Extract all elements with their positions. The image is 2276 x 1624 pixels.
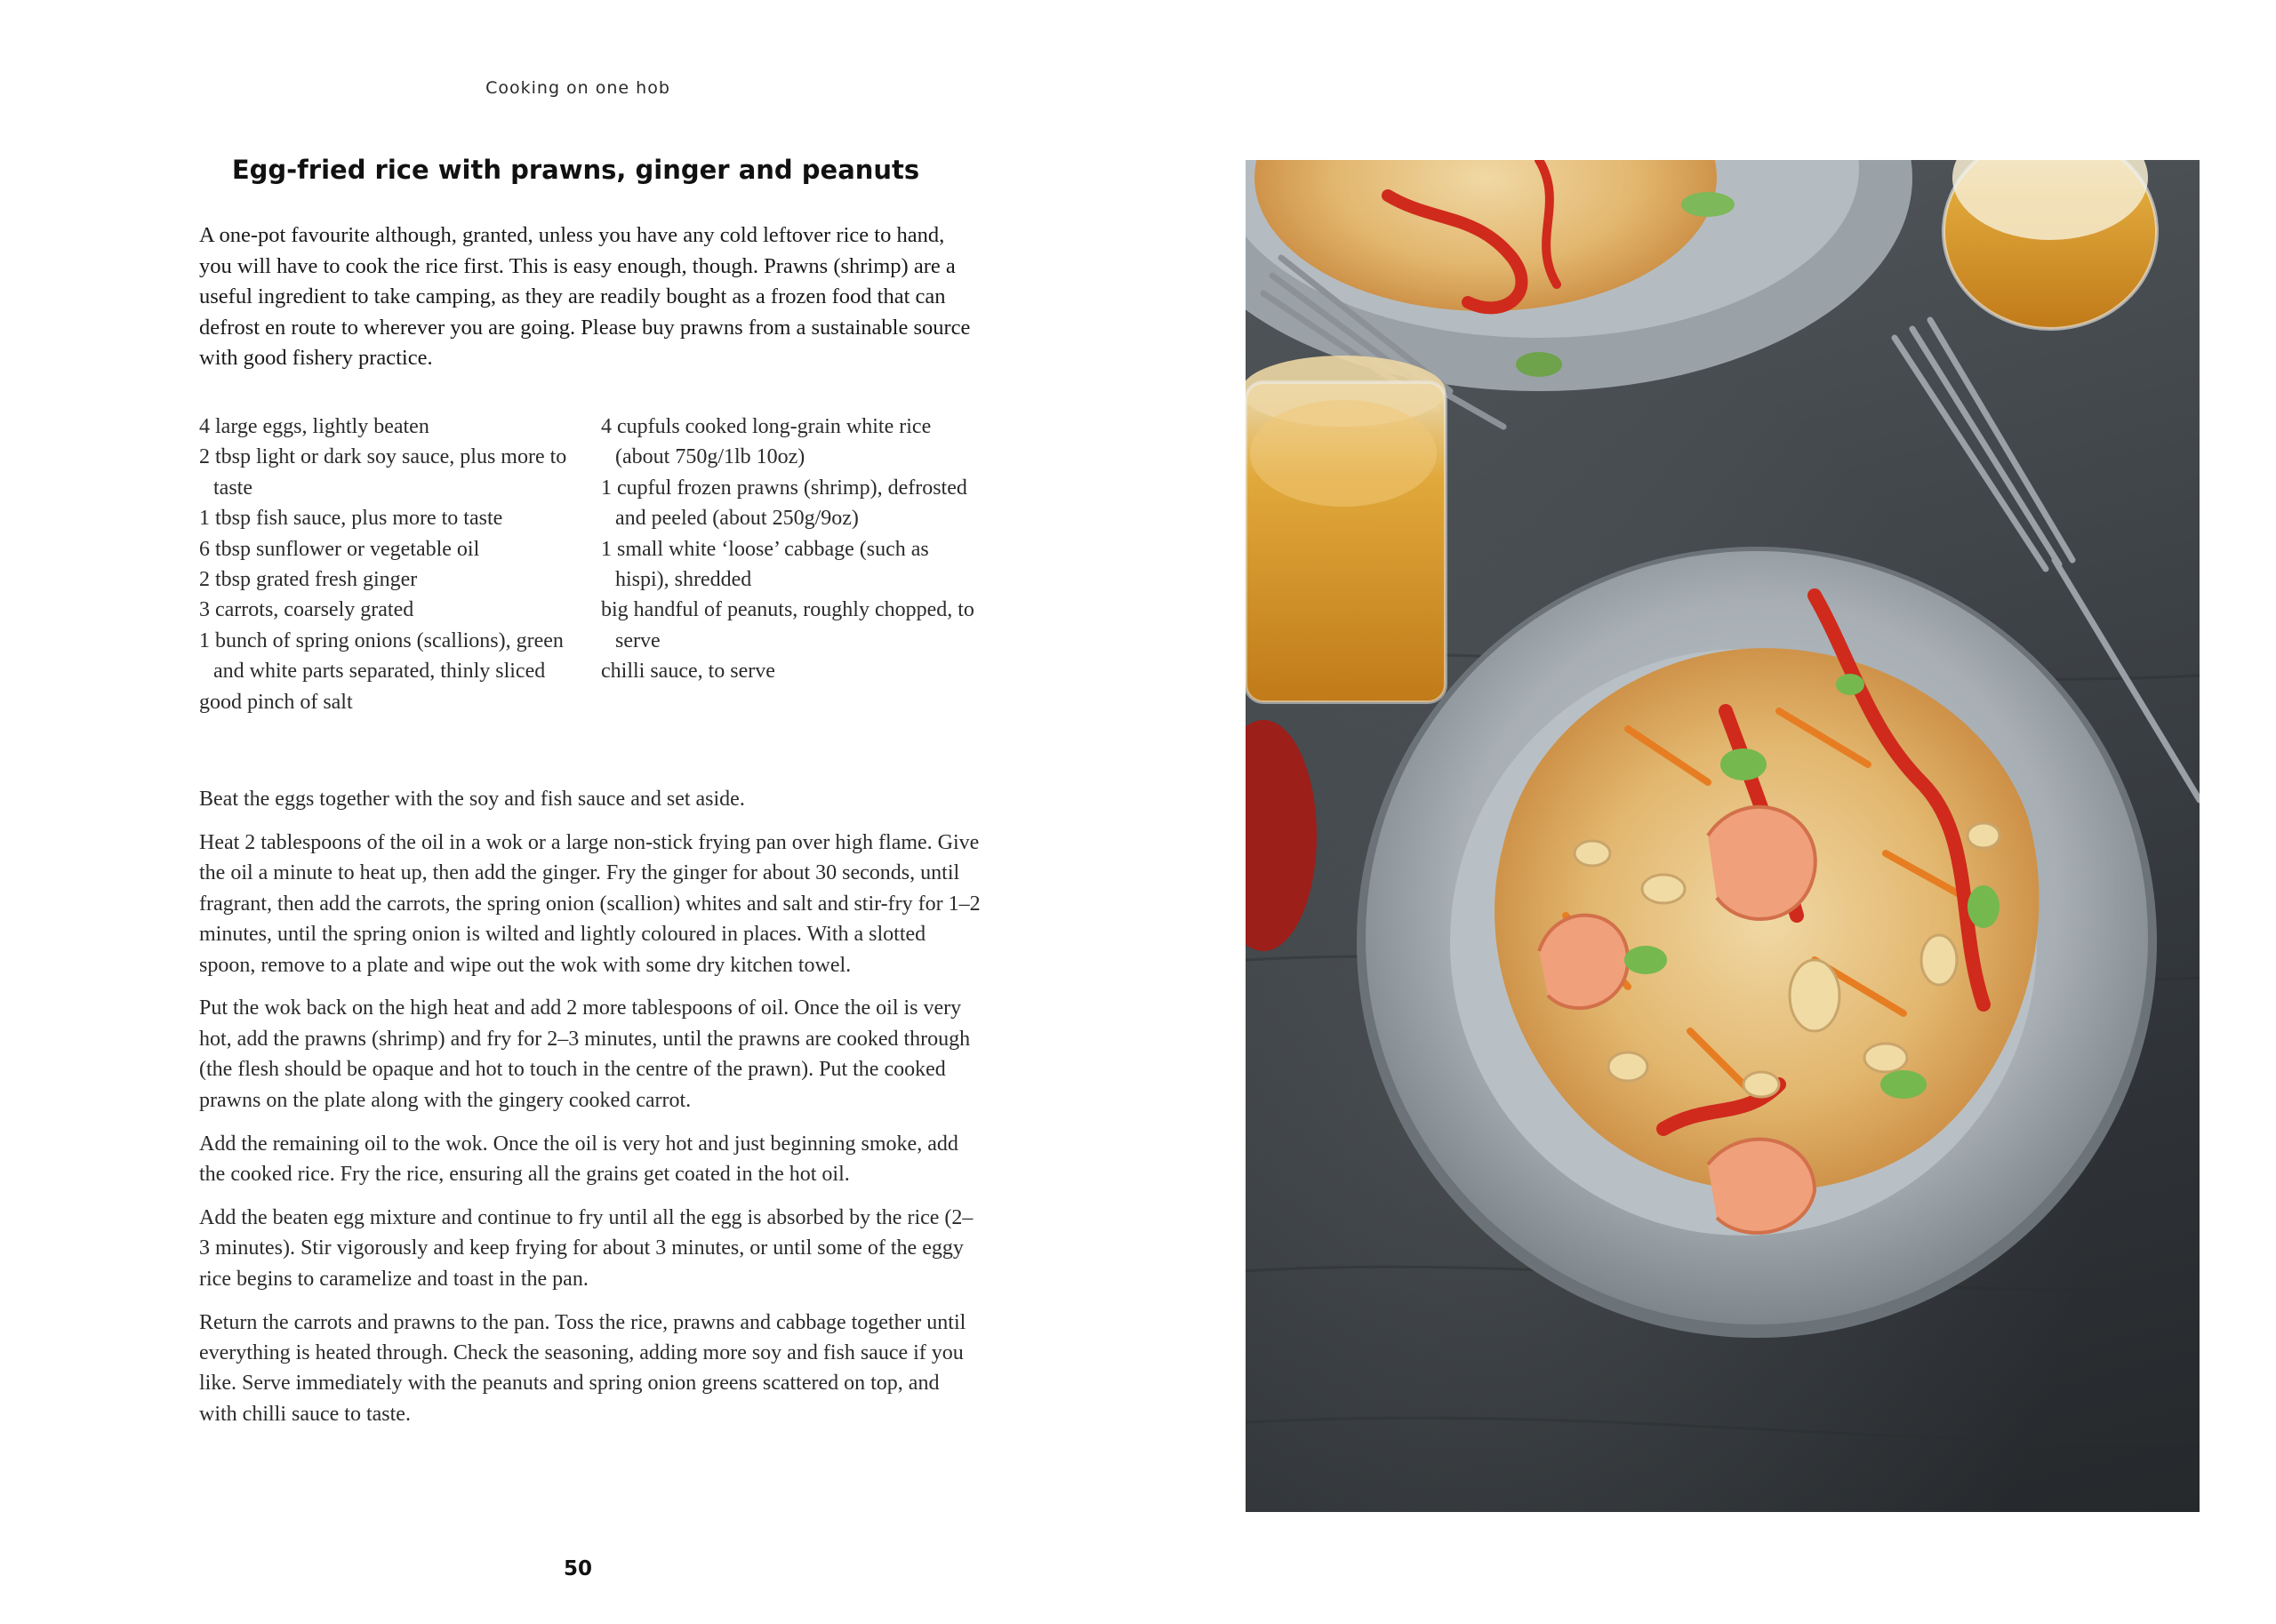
method-step: Add the beaten egg mixture and continue to fry until all the egg is absorbed by the rice (2–3 minutes). Stir vigorously and keep frying for about 3 minutes, or until some of the eggy rice begins to caramelize and toast in the pan. (199, 1205, 974, 1291)
method-step: Heat 2 tablespoons of the oil in a wok or a large non-stick frying pan over high flame. Give the oil a minute to heat up, then add the ginger. Fry the ginger for about 30 seconds, until fragrant, then add the carrots, the spring onion (scallion) whites and salt and stir-fry for 1–2 minutes, until the spring onion is wilted and lightly coloured in places. With a slotted spoon, remove to a plate and wipe out the wok with some dry kitchen towel. (199, 830, 981, 977)
ingredient-item: 2 tbsp light or dark soy sauce, plus more to taste (199, 445, 567, 500)
method-step: Return the carrots and prawns to the pan. Toss the rice, prawns and cabbage together until everything is heated through. Check the seasoning, adding more soy and fish sauce if you like. Serve immediately with the peanuts and spring onion greens scattered on top, and with chilli sauce to taste. (199, 1310, 966, 1426)
beer-glass-left (1246, 356, 1446, 702)
method-step: Put the wok back on the high heat and add 2 more tablespoons of oil. Once the oil is very hot, add the prawns (shrimp) and fry for 2–3 minutes, until the prawns are cooked through (the flesh should be opaque and hot to touch in the centre of the prawn). Put the cooked prawns on the plate along with the gingery cooked carrot. (199, 996, 971, 1112)
recipe-title: Egg-fried rice with prawns, ginger and peanuts (231, 155, 920, 185)
method-step: Add the remaining oil to the wok. Once the oil is very hot and just beginning smoke, add the cooked rice. Fry the rice, ensuring all the grains get coated in the hot oil. (199, 1132, 958, 1186)
ingredient-item: 1 tbsp fish sauce, plus more to taste (199, 507, 503, 531)
section-label: Cooking on one hob (485, 78, 670, 98)
ingredient-item: 3 carrots, coarsely grated (199, 598, 414, 622)
egg-fried-rice-photo (1246, 160, 2200, 1512)
ingredient-item: 1 small white ‘loose’ cabbage (such as hispi), shredded (601, 537, 929, 592)
ingredients-list-left (199, 412, 573, 717)
ingredient-item: 1 bunch of spring onions (scallions), green and white parts separated, thinly sliced (199, 628, 564, 684)
method-section (199, 784, 982, 1443)
method-step: Beat the eggs together with the soy and fish sauce and set aside. (199, 788, 745, 811)
beer-glass-top (1943, 160, 2157, 329)
page-number: 50 (563, 1557, 592, 1580)
ingredient-item: good pinch of salt (199, 690, 353, 714)
ingredient-item: big handful of peanuts, roughly chopped, to serve (601, 598, 974, 652)
ingredients-list-right (601, 412, 974, 687)
ingredient-item: 6 tbsp sunflower or vegetable oil (199, 537, 480, 561)
ingredient-item: 4 large eggs, lightly beaten (199, 415, 429, 438)
ingredient-item: 2 tbsp grated fresh ginger (199, 568, 418, 592)
main-plate (1357, 547, 2157, 1338)
ingredient-item: chilli sauce, to serve (601, 660, 775, 684)
recipe-intro: A one-pot favourite although, granted, unless you have any cold leftover rice to hand, you will have to cook the rice first. This is easy enough, though. Prawns (shrimp) are a useful ingredient to take camping, as they are readily bought as a frozen food that can defrost en route to wherever you are going. Please buy prawns from a sustainable source with good fishery practice. (199, 223, 971, 370)
ingredient-item: 1 cupful frozen prawns (shrimp), defrosted and peeled (about 250g/9oz) (601, 476, 967, 531)
ingredient-item: 4 cupfuls cooked long-grain white rice (about 750g/1lb 10oz) (601, 415, 932, 469)
tomato (1246, 720, 1317, 951)
